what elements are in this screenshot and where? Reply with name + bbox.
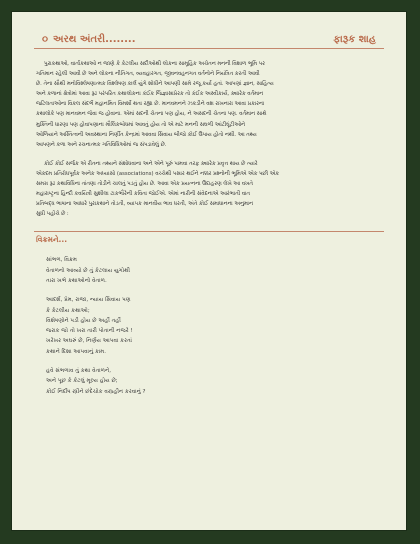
poem-line: અને પૂછ કે કેટલું મૂલ્ય હોય છે; — [46, 378, 118, 385]
poem-line: તારા ખભે કથાઓનો વેતાળ. — [46, 278, 107, 284]
paragraph-line: પુરાકથાઓ, વાર્તાકથાઓ ન જાણે કે કેટલીય સદીઓથી લોકના સામૂહિક અચેતન મનની વિશાળ ભૂમિ પર — [44, 61, 265, 67]
poem-stanza — [46, 366, 384, 397]
paragraph-line: છે. તેના સૌથી મનોવિશ્લેષણાત્મક વિશ્લેષણ કાર્લ યુંગે શોધીને આપણી સામે રજૂ કર્યા હતાં. આપણાં જ્ઞાન, સાહિત્ય — [36, 81, 274, 88]
poem-stanza — [46, 255, 384, 286]
paragraph-line: જટિલતાઓના વિકલ સંદર્ભે મહાનમિત વિમર્શો થતા રહ્યા છે. માનવમનને ઝકડીને વશ રાખનારા આવા પ્રકારના — [36, 101, 265, 108]
poem-line: આદર્શ, પ્રેમ, રાજા, ન્યાય સિવાય પણ — [46, 297, 131, 304]
paragraph-line: આપણને કળા અને રચનાત્મક ગતિવિધિઓમાં જ સંપડાવેલું છે. — [36, 141, 167, 148]
author-name: ફારૂક શાહ — [333, 34, 376, 45]
poem-line: જરાક જો તો ખરા તારી પોતાની નજરે ! — [46, 328, 133, 335]
poem-line: વિશેષણોને પડી હોય છે અહીં તહીં — [46, 317, 121, 324]
second-paragraph — [34, 159, 384, 220]
article-page — [12, 12, 406, 530]
poem — [34, 255, 384, 397]
poem-line: કથાને દિશા આપવાનું કામ. — [46, 348, 107, 355]
paragraph-line: ઓળિયાને અસ્તિત્વની અવસ્થાના નિર્ણીત કેન્દ્રમાં આવવા સિવાય બીજો કોઈ ઉપાય હોતો નથી. આ તથ્ય — [36, 131, 257, 138]
intro-paragraph — [34, 59, 384, 150]
article-header — [34, 34, 384, 49]
poem-line: કોઈ નિર્દોષ સ્ત્રીને છંદેચોક વસ્ત્રહીન કરવાનું ? — [46, 388, 146, 395]
poem-stanza — [46, 295, 384, 357]
paragraph-line: કોઈ કોઈ સર્જક એ રીતના તથ્યને સંશોધવાના અને એને પૂરું પામવા તરફ ક્યારેક પ્રવૃત્ત થાય છે ત્યારે — [44, 160, 258, 167]
column-title-text: અરથ અંતરી........ — [53, 34, 136, 45]
paragraph-line: એકદમ પ્રતિરોધપૂર્વક અનેક અધ્યાસો (associations) વચ્ચેથી પસાર થઈને નક્કર પ્રશ્નોની ભૂમિએ એક પછી એક — [36, 170, 280, 177]
column-title — [42, 34, 136, 45]
poem-line: ખરેખર અઘરું છે, નિર્ણય આપવા કરતાં — [46, 338, 133, 345]
paragraph-line: અને કળાનાં ક્ષેત્રોમાં આવા રૂઢ પરંપરિત કથાલોકના કંઈક જિજ્ઞાસાપ્રેરક તો કંઈક અસ્વીકાર્ય, ક્યારેક વર્તમાન — [36, 91, 264, 98]
paragraph-line: ગતિમાન રહેલી આવી છે અને લોકના નીતિગત, વ્યવહારગત, જીવનવહનગત વર્તનોને નિયંત્રિત કરતી આવી — [36, 71, 260, 78]
poem-heading-rule — [34, 231, 384, 245]
paragraph-line: મહારાષ્ટ્રના હિન્દી કવયિત્રી સુશીલા ટાકભૌરેની કવિતા જોઈએ. એમાં નારીની સંવેદનાએ આરંભાતી વાત — [36, 191, 250, 198]
paragraph-line: મુક્તિની ધારણા પણ હોવાપણાના મૌલિકબોધમાં આવતું હોય તો એ માટે મનની સઘળી આંટીઘૂંટીઓને — [36, 121, 245, 128]
title-bullet: ૦ — [42, 34, 49, 45]
poem-line: વેતાળનો આવ્યો છે તું કેટલાય યુગોથી — [46, 267, 130, 274]
poem-line: સાંભળ, વિક્રમ — [46, 257, 77, 264]
paragraph-line: કથાલોકે પણ માનવમન જેવા જ હોવાના. એમાં સદની ચેતના પણ હોય, ને અસદની ચેતના પણ. વર્તમાન સાથે — [36, 111, 267, 118]
paragraph-line: સમગ્ર રૂઢ કથાવિધિના તાંતણા તોડીને ચાલતું પડતું હોય છે. આવા એક પ્રયત્નના ઉદાહરણ લેખે આ વખતે — [36, 181, 253, 188]
paragraph-line: સુધી પહોંચે છે : — [36, 211, 69, 218]
poem-line: હવે સંભળાવ તું કથા વેતાળને, — [46, 368, 111, 375]
poem-line: કે કેટલીય કથાઓ; — [46, 307, 90, 314]
poem-title: વિક્રમને... — [36, 235, 68, 245]
paragraph-line: પ્રતિબદ્ધ ભાષાના આધારે પુરાકથાને તોડતી, વ્યાપક માનવીય ભાવ ધરતી, અંતે કોઈ સમાધાનના અનુમાન — [36, 201, 253, 208]
